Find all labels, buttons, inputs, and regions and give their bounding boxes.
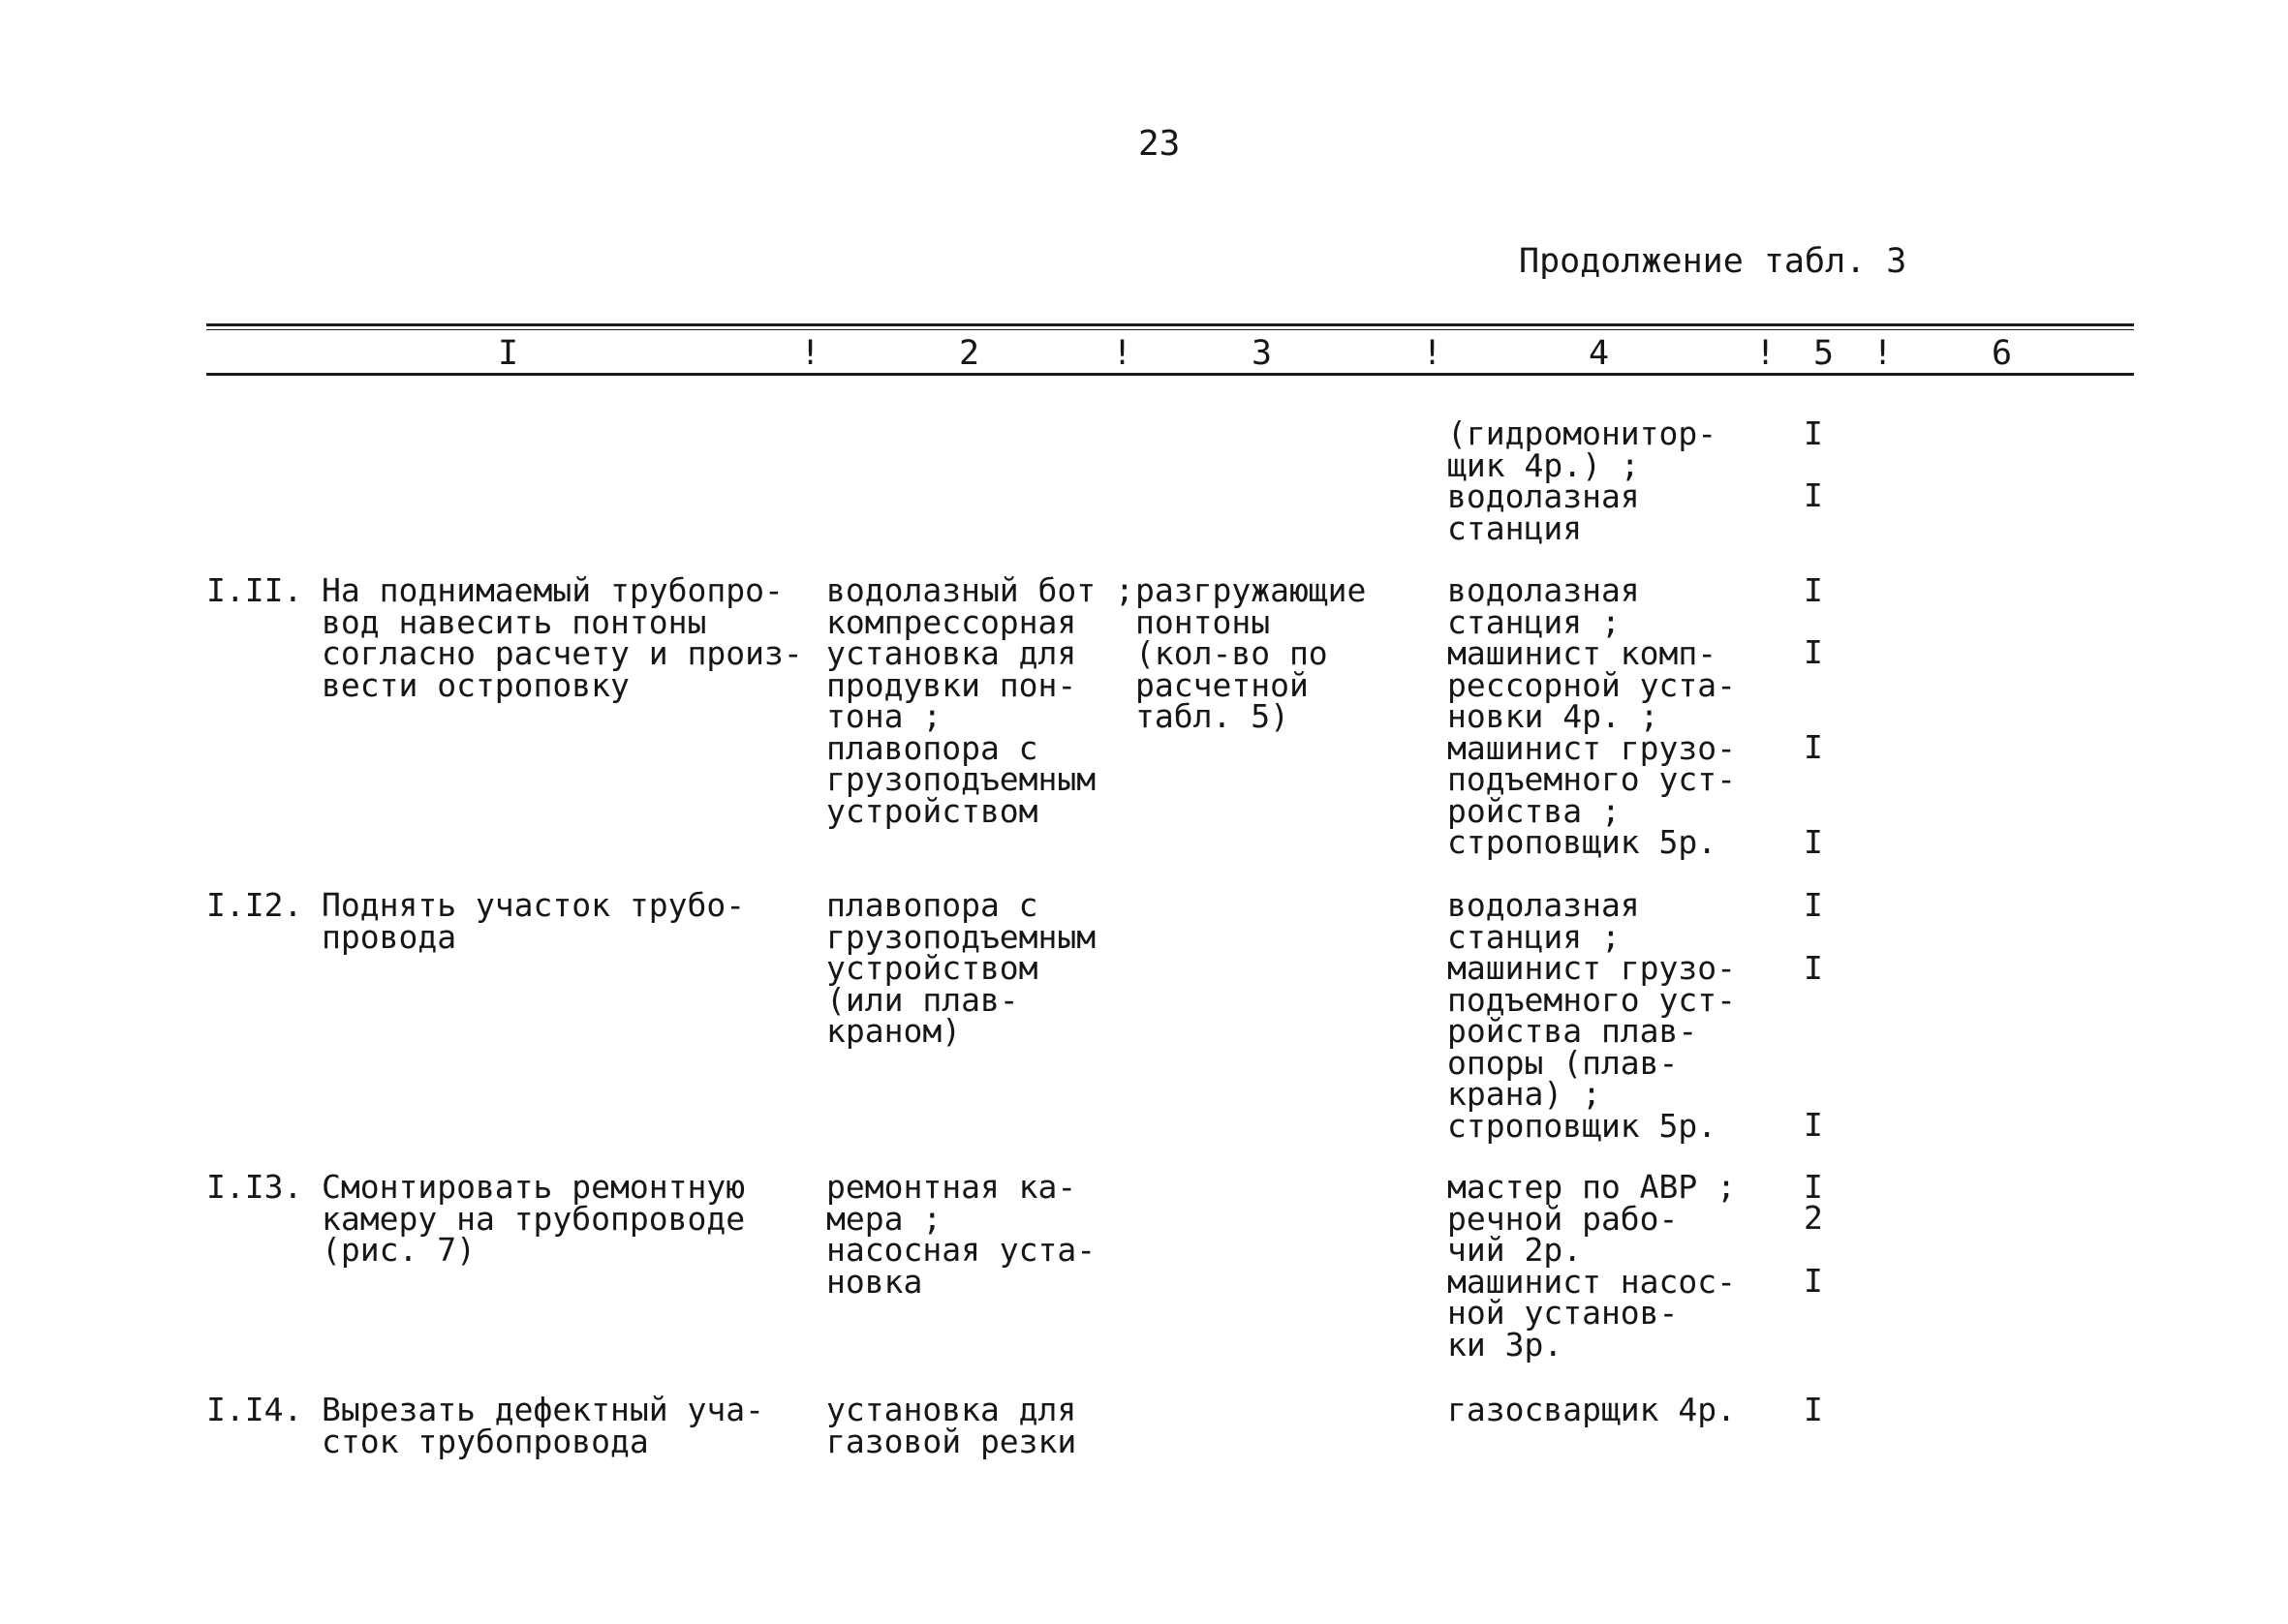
row-4-operation: Вырезать дефектный уча- сток трубопровода [322, 1391, 764, 1460]
row-1-qty-1: I [1804, 571, 1823, 609]
row-3-operation: Смонтировать ремонтную камеру на трубопроводе (рис. 7) [322, 1168, 746, 1269]
table-caption: Продолжение табл. 3 [1519, 242, 1907, 281]
row-1-operation: На поднимаемый трубопро- вод навесить понтоны согласно расчету и произ- вести остроповку [322, 571, 803, 704]
row-2-qty-2: I [1804, 949, 1823, 987]
row-0-workers: (гидромонитор- щик 4р.) ; водолазная станция [1447, 414, 1717, 547]
row-1-workers: водолазная станция ; машинист комп- рессорной уста- новки 4р. ; машинист грузо- подъемного уст- ройства ; строповщик 5р. [1447, 571, 1737, 861]
row-4-equipment: установка для газовой резки [826, 1391, 1077, 1460]
row-1-equipment: водолазный бот ; компрессорная установка для продувки пон- тона ; плавопора с грузоподъемным устройством [826, 571, 1134, 830]
table-top-rule-thin [206, 329, 2134, 330]
column-header-4: 4 [1589, 334, 1610, 373]
row-3-qty-2: 2 [1804, 1199, 1823, 1237]
column-separator: ! [1872, 334, 1894, 373]
column-header-5: 5 [1813, 334, 1835, 373]
row-3-number: I.I3. [206, 1168, 303, 1206]
table-top-rule [206, 323, 2134, 326]
row-1-qty-4: I [1804, 823, 1823, 861]
row-2-qty-1: I [1804, 886, 1823, 924]
row-3-qty-1: I [1804, 1168, 1823, 1206]
row-3-qty-3: I [1804, 1262, 1823, 1300]
row-2-qty-3: I [1804, 1106, 1823, 1144]
column-header-1: I [498, 334, 519, 373]
row-4-number: I.I4. [206, 1391, 303, 1428]
row-3-equipment: ремонтная ка- мера ; насосная уста- новка [826, 1168, 1097, 1301]
row-1-qty-2: I [1804, 633, 1823, 671]
row-1-materials: разгружающие понтоны (кол-во по расчетной табл. 5) [1135, 571, 1367, 735]
row-0-qty-2: I [1804, 476, 1823, 514]
column-header-3: 3 [1252, 334, 1273, 373]
column-separator: ! [1422, 334, 1443, 373]
column-separator: ! [800, 334, 821, 373]
row-3-workers: мастер по АВР ; речной рабо- чий 2р. машинист насос- ной установ- ки 3р. [1447, 1168, 1737, 1364]
table-header-rule [206, 373, 2134, 376]
row-4-workers: газосварщик 4р. [1447, 1391, 1737, 1428]
column-separator: ! [1755, 334, 1777, 373]
row-2-operation: Поднять участок трубо- провода [322, 886, 746, 956]
column-header-2: 2 [959, 334, 980, 373]
row-1-qty-3: I [1804, 728, 1823, 766]
row-0-qty-1: I [1804, 414, 1823, 452]
row-4-qty-1: I [1804, 1391, 1823, 1428]
row-2-equipment: плавопора с грузоподъемным устройством (или плав- краном) [826, 886, 1097, 1050]
page-number: 23 [1138, 124, 1181, 164]
row-2-workers: водолазная станция ; машинист грузо- подъемного уст- ройства плав- опоры (плав- крана) ; строповщик 5р. [1447, 886, 1737, 1145]
column-separator: ! [1112, 334, 1133, 373]
row-2-number: I.I2. [206, 886, 303, 924]
row-1-number: I.II. [206, 571, 303, 609]
column-header-6: 6 [1992, 334, 2013, 373]
